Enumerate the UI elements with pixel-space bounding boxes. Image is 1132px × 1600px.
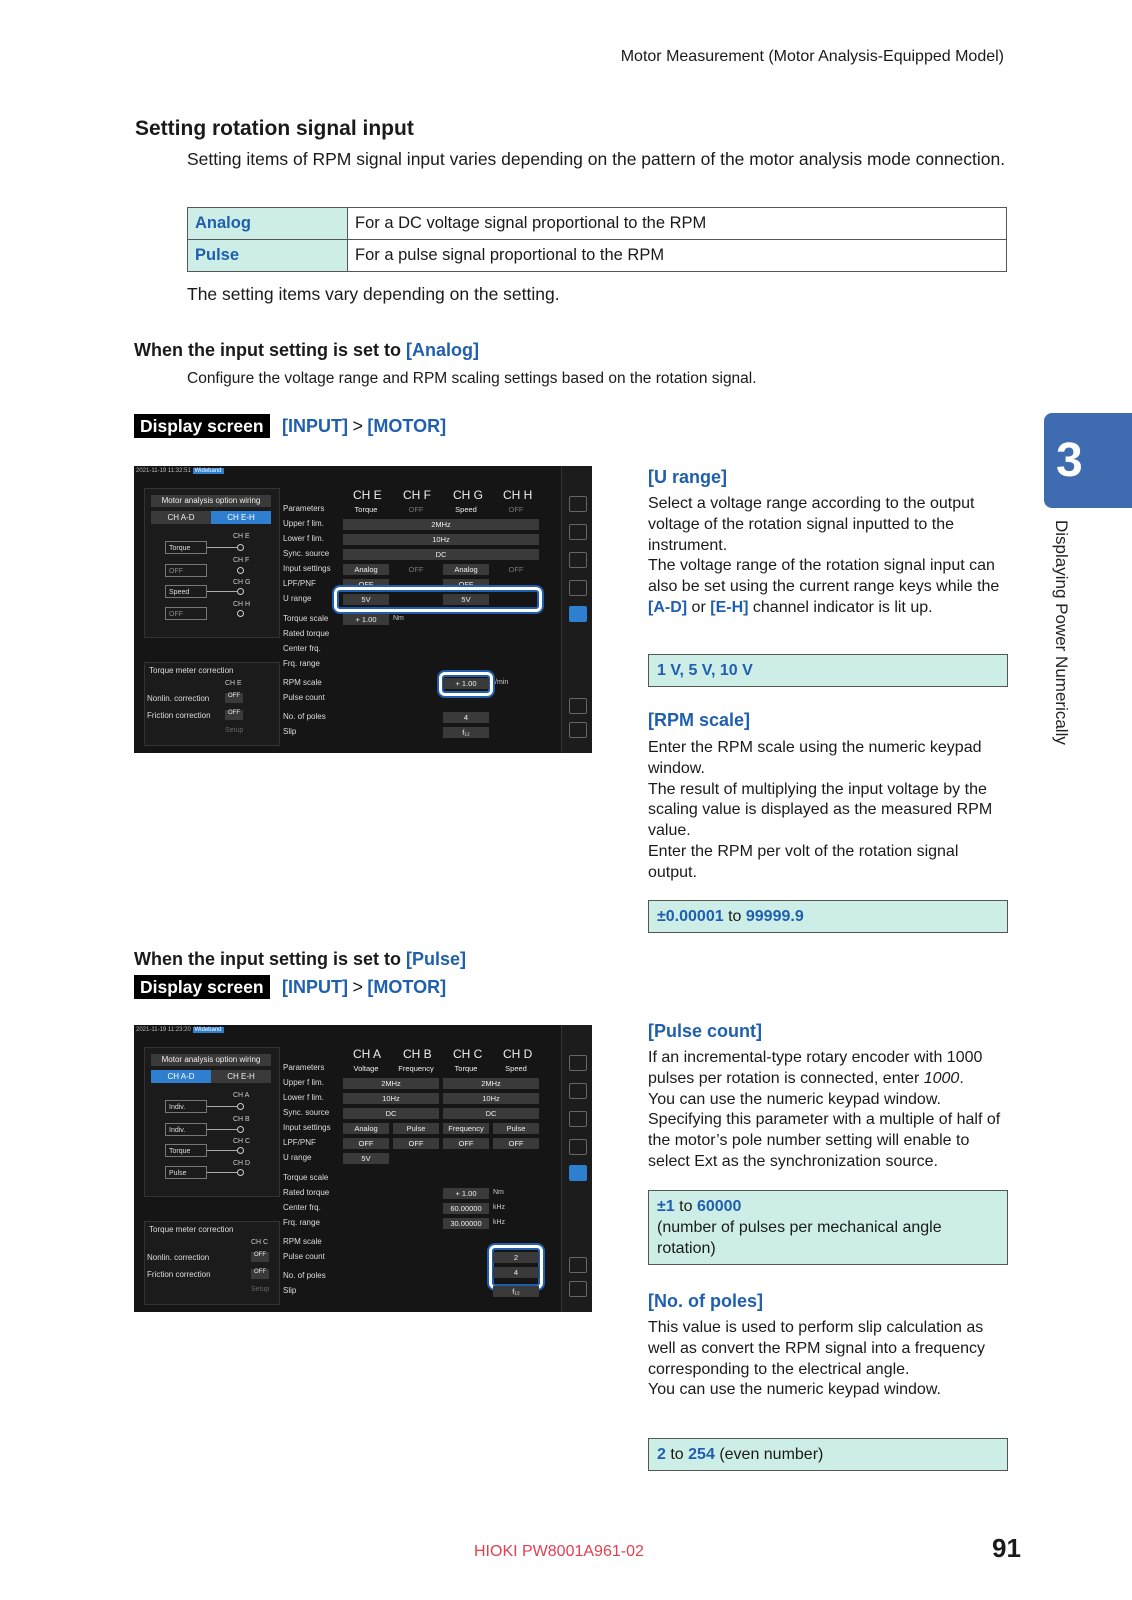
footer-code: HIOKI PW8001A961-02: [474, 1543, 644, 1560]
center-unit: kHz: [493, 1204, 506, 1211]
heading-key: [Analog]: [406, 340, 479, 360]
analog-heading: [134, 340, 479, 361]
table-row: [188, 240, 1007, 272]
param-label: RPM scale: [283, 1237, 322, 1246]
range-to: to: [679, 1198, 693, 1215]
path-sep: >: [352, 977, 363, 997]
text-span: .: [959, 1069, 964, 1087]
param-label: No. of poles: [283, 712, 326, 721]
u-range-title: [U range]: [648, 467, 728, 487]
param-label: Parameters: [283, 504, 325, 513]
param-label: Sync. source: [283, 1108, 330, 1117]
input-select[interactable]: OFF: [165, 564, 207, 577]
u-range-value[interactable]: 5V: [443, 594, 489, 605]
input-ch-label: CH D: [233, 1160, 251, 1167]
torque-unit: Nm: [393, 615, 404, 622]
param-label: Input settings: [283, 1123, 331, 1132]
upper-f-lim[interactable]: 2MHz: [343, 1078, 439, 1089]
input-ch-label: CH F: [233, 557, 250, 564]
timestamp: 2021-11-19 11:32:51: [136, 468, 191, 474]
text-span: If an incremental-type rotary encoder with 1000 pulses per rotation is connected, enter: [648, 1049, 983, 1087]
range-note: (even number): [719, 1446, 824, 1463]
param-label: Slip: [283, 727, 297, 736]
tab-ch-e-h[interactable]: CH E-H: [211, 1070, 271, 1083]
slip-value: f₁₂: [493, 1286, 539, 1297]
range-to: to: [670, 1446, 684, 1463]
params-panel: [283, 1047, 553, 1312]
status-bar: [134, 1025, 548, 1047]
range-to: to: [728, 908, 742, 925]
param-label: Pulse count: [283, 1252, 325, 1261]
section-heading: Setting rotation signal input: [135, 117, 414, 140]
tmc-title: Torque meter correction: [149, 1225, 234, 1234]
channel-header: CH H: [503, 488, 533, 502]
poles-value[interactable]: 4: [493, 1267, 539, 1278]
tmc-channel: CH E: [225, 680, 242, 687]
param-label: No. of poles: [283, 1271, 326, 1280]
poles-text1: This value is used to perform slip calculation as well as convert the RPM signal into a frequency corresponding to the electrical angle.: [648, 1319, 986, 1378]
input-ch-label: CH G: [233, 579, 251, 586]
input-ch-label: CH H: [233, 601, 251, 608]
display-screen-label: Display screen: [134, 975, 270, 999]
param-label: Torque scale: [283, 1173, 329, 1182]
param-label: Rated torque: [283, 1188, 330, 1197]
poles-range: [648, 1438, 1008, 1471]
analog-desc: Configure the voltage range and RPM scaling settings based on the rotation signal.: [187, 370, 757, 387]
input-node: [237, 1103, 244, 1110]
heading-prefix: When the input setting is set to: [134, 340, 401, 360]
range-note: (number of pulses per mechanical angle rotation): [657, 1218, 942, 1257]
channel-header: CH A: [353, 1047, 382, 1061]
rpm-scale-range: [648, 900, 1008, 933]
heading-key: [Pulse]: [406, 949, 467, 969]
param-label: Slip: [283, 1286, 297, 1295]
input-node: [237, 1169, 244, 1176]
path-motor: [MOTOR]: [367, 977, 447, 997]
channel-header: CH E: [353, 488, 382, 502]
wire: [207, 591, 237, 592]
rpm-unit: /min: [495, 679, 509, 686]
option-key: Pulse: [188, 240, 348, 272]
param-label: Center frq.: [283, 1203, 321, 1212]
param-label: Sync. source: [283, 549, 330, 558]
input-setting[interactable]: Frequency: [443, 1123, 489, 1134]
wiring-panel: [144, 1047, 280, 1197]
side-menu[interactable]: [561, 466, 592, 753]
range-min: 2: [657, 1446, 666, 1463]
input-select[interactable]: Pulse: [165, 1166, 207, 1179]
poles-value[interactable]: 4: [443, 712, 489, 723]
chapter-tab: 3: [1044, 413, 1132, 508]
pulse-text1: [648, 1048, 1008, 1090]
param-label: U range: [283, 594, 312, 603]
rated-torque-value[interactable]: + 1.00: [443, 1188, 489, 1199]
rated-unit: Nm: [493, 1189, 504, 1196]
table-row: [188, 208, 1007, 240]
tab-ch-a-d[interactable]: CH A-D: [151, 1070, 211, 1083]
rpm-text3: Enter the RPM per volt of the rotation signal output.: [648, 842, 959, 881]
path-sep: >: [352, 416, 363, 436]
nonlin-label: Nonlin. correction: [147, 694, 210, 703]
center-frq-value[interactable]: 60.00000: [443, 1203, 489, 1214]
friction-label: Friction correction: [147, 1270, 211, 1279]
param-value: OFF: [408, 505, 424, 514]
upper-f-lim[interactable]: 2MHz: [443, 1078, 539, 1089]
path-motor: [MOTOR]: [367, 416, 447, 436]
wire: [207, 1150, 237, 1151]
key-a-d: [A-D]: [648, 598, 688, 616]
poles-title: [No. of poles]: [648, 1291, 763, 1311]
wiring-title: Motor analysis option wiring: [151, 495, 271, 507]
input-setting[interactable]: OFF: [508, 565, 524, 574]
pulse-display-path: [134, 977, 446, 998]
input-select[interactable]: OFF: [165, 607, 207, 620]
option-key: Analog: [188, 208, 348, 240]
param-label: Center frq.: [283, 644, 321, 653]
channel-header: CH C: [453, 1047, 483, 1061]
param-label: Upper f lim.: [283, 1078, 324, 1087]
param-label: Frq. range: [283, 1218, 320, 1227]
poles-text: [648, 1318, 1008, 1401]
param-label: Rated torque: [283, 629, 330, 638]
lpf-value[interactable]: OFF: [393, 1138, 439, 1149]
analog-display-path: [134, 416, 446, 437]
pulse-count-range: [648, 1190, 1008, 1265]
options-table: [187, 207, 1007, 272]
wiring-panel: [144, 488, 280, 638]
display-screen-label: Display screen: [134, 414, 270, 438]
input-setting[interactable]: Analog: [443, 564, 489, 575]
input-setting[interactable]: Pulse: [493, 1123, 539, 1134]
param-label: Frq. range: [283, 659, 320, 668]
range-max: 60000: [696, 1198, 742, 1215]
input-node: [237, 610, 244, 617]
frq-range-value[interactable]: 30.00000: [443, 1218, 489, 1229]
input-select[interactable]: Indiv.: [165, 1100, 207, 1113]
param-label: Pulse count: [283, 693, 325, 702]
wire: [207, 547, 237, 548]
param-label: U range: [283, 1153, 312, 1162]
range-min: ±1: [657, 1198, 675, 1215]
lpf-value[interactable]: OFF: [343, 579, 389, 590]
path-input: [INPUT]: [282, 416, 348, 436]
mode-badge: Wideband: [194, 468, 222, 474]
friction-toggle[interactable]: OFF: [251, 1269, 269, 1279]
channel-header: CH D: [503, 1047, 533, 1061]
running-header: Motor Measurement (Motor Analysis-Equipped Model): [620, 48, 1004, 65]
rpm-scale-text: [648, 738, 1008, 884]
upper-f-lim[interactable]: 2MHz: [343, 519, 539, 530]
range-max: 254: [688, 1446, 715, 1463]
key-e-h: [E-H]: [710, 598, 749, 616]
rpm-text1: Enter the RPM scale using the numeric keypad window.: [648, 739, 982, 777]
param-value: Speed: [505, 1064, 527, 1073]
input-node: [237, 1147, 244, 1154]
input-ch-label: CH C: [233, 1138, 251, 1145]
text-em: 1000: [923, 1069, 960, 1087]
tab-ch-e-h[interactable]: CH E-H: [211, 511, 271, 524]
lower-f-lim[interactable]: 10Hz: [443, 1093, 539, 1104]
params-panel: [283, 488, 553, 753]
param-label: RPM scale: [283, 678, 322, 687]
setup-button[interactable]: Setup: [251, 1286, 270, 1293]
pulse-count-text: [648, 1048, 1008, 1173]
nonlin-label: Nonlin. correction: [147, 1253, 210, 1262]
lower-f-lim[interactable]: 10Hz: [343, 1093, 439, 1104]
channel-header: CH F: [403, 488, 431, 502]
torque-scale-value[interactable]: + 1.00: [343, 614, 389, 625]
lpf-value[interactable]: OFF: [343, 1138, 389, 1149]
wire: [207, 1172, 237, 1173]
pulse-count-value[interactable]: 2: [493, 1252, 539, 1263]
friction-toggle[interactable]: OFF: [225, 710, 243, 720]
rpm-scale-value[interactable]: + 1.00: [443, 678, 489, 689]
torque-correction-panel: [144, 662, 280, 746]
u-range-text: [648, 494, 1008, 619]
input-select[interactable]: Speed: [165, 585, 207, 598]
motor-screen-pulse: [134, 1025, 592, 1312]
page-number: 91: [992, 1533, 1021, 1563]
rpm-scale-title: [RPM scale]: [648, 710, 751, 730]
channel-header: CH G: [453, 488, 483, 502]
param-value: Torque: [454, 1064, 478, 1073]
wire: [207, 1129, 237, 1130]
pulse-text2: You can use the numeric keypad window.: [648, 1090, 941, 1108]
channel-header: CH B: [403, 1047, 432, 1061]
side-menu[interactable]: [561, 1025, 592, 1312]
path-input: [INPUT]: [282, 977, 348, 997]
param-value: Voltage: [353, 1064, 379, 1073]
friction-label: Friction correction: [147, 711, 211, 720]
nonlin-toggle[interactable]: OFF: [225, 693, 243, 703]
text-span: channel indicator is lit up.: [752, 598, 933, 616]
sync-source[interactable]: DC: [343, 549, 539, 560]
chapter-title: Displaying Power Numerically: [1052, 520, 1071, 745]
wire: [207, 1106, 237, 1107]
param-label: LPF/PNF: [283, 1138, 316, 1147]
param-label: Lower f lim.: [283, 1093, 324, 1102]
pulse-count-title: [Pulse count]: [648, 1021, 763, 1041]
wiring-title: Motor analysis option wiring: [151, 1054, 271, 1066]
input-select[interactable]: Torque: [165, 541, 207, 554]
input-node: [237, 1126, 244, 1133]
range-min: ±0.00001: [657, 908, 724, 925]
input-ch-label: CH A: [233, 1092, 250, 1099]
u-range-text2: [648, 556, 1008, 618]
timestamp: 2021-11-19 11:23:20: [136, 1027, 191, 1033]
poles-text2: You can use the numeric keypad window.: [648, 1381, 941, 1399]
rpm-text2: The result of multiplying the input voltage by the scaling value is displayed as the measured RPM value.: [648, 780, 993, 840]
pulse-text3: Specifying this parameter with a multiple of half of the motor’s pole number setting will enable to select Ext as the synchronization source.: [648, 1111, 1001, 1170]
torque-correction-panel: [144, 1221, 280, 1305]
section-intro: Setting items of RPM signal input varies depending on the pattern of the motor analysis mode connection.: [187, 149, 1006, 169]
u-range-value[interactable]: 5V: [343, 594, 389, 605]
section-note: The setting items vary depending on the setting.: [187, 284, 560, 304]
input-ch-label: CH E: [233, 533, 250, 540]
lpf-value[interactable]: OFF: [443, 1138, 489, 1149]
sync-source[interactable]: DC: [443, 1108, 539, 1119]
range-max: 99999.9: [745, 908, 804, 925]
option-desc: For a pulse signal proportional to the RPM: [348, 240, 1007, 272]
input-setting[interactable]: Analog: [343, 1123, 389, 1134]
tmc-title: Torque meter correction: [149, 666, 234, 675]
input-setting[interactable]: Analog: [343, 564, 389, 575]
lower-f-lim[interactable]: 10Hz: [343, 534, 539, 545]
input-node: [237, 588, 244, 595]
input-setting[interactable]: OFF: [408, 565, 424, 574]
param-label: LPF/PNF: [283, 579, 316, 588]
u-range-text1: Select a voltage range according to the output voltage of the rotation signal inputted to the instrument.: [648, 495, 975, 554]
u-range-values: 1 V, 5 V, 10 V: [648, 654, 1008, 687]
input-setting[interactable]: Pulse: [393, 1123, 439, 1134]
param-value: Torque: [354, 505, 378, 514]
param-label: Torque scale: [283, 614, 329, 623]
input-ch-label: CH B: [233, 1116, 250, 1123]
status-bar: [134, 466, 548, 488]
param-value: Speed: [455, 505, 477, 514]
tab-ch-a-d[interactable]: CH A-D: [151, 511, 211, 524]
u-range-value[interactable]: 5V: [343, 1153, 389, 1164]
input-node: [237, 567, 244, 574]
slip-value: f₁₂: [443, 727, 489, 738]
param-value: OFF: [508, 505, 524, 514]
text-span: or: [691, 598, 706, 616]
mode-badge: Wideband: [194, 1027, 222, 1033]
option-desc: For a DC voltage signal proportional to the RPM: [348, 208, 1007, 240]
param-label: Lower f lim.: [283, 534, 324, 543]
param-label: Parameters: [283, 1063, 325, 1072]
sync-source[interactable]: DC: [343, 1108, 439, 1119]
lpf-value[interactable]: OFF: [443, 579, 489, 590]
param-value: Frequency: [398, 1064, 434, 1073]
frq-unit: kHz: [493, 1219, 506, 1226]
lpf-value[interactable]: OFF: [493, 1138, 539, 1149]
param-label: Upper f lim.: [283, 519, 324, 528]
motor-screen-analog: [134, 466, 592, 753]
input-select[interactable]: Torque: [165, 1144, 207, 1157]
pulse-heading: [134, 949, 466, 970]
setup-button[interactable]: Setup: [225, 727, 244, 734]
text-span: The voltage range of the rotation signal input can also be set using the current range keys while the: [648, 557, 1000, 596]
nonlin-toggle[interactable]: OFF: [251, 1252, 269, 1262]
input-select[interactable]: Indiv.: [165, 1123, 207, 1136]
tmc-channel: CH C: [251, 1239, 269, 1246]
heading-prefix: When the input setting is set to: [134, 949, 401, 969]
input-node: [237, 544, 244, 551]
param-label: Input settings: [283, 564, 331, 573]
